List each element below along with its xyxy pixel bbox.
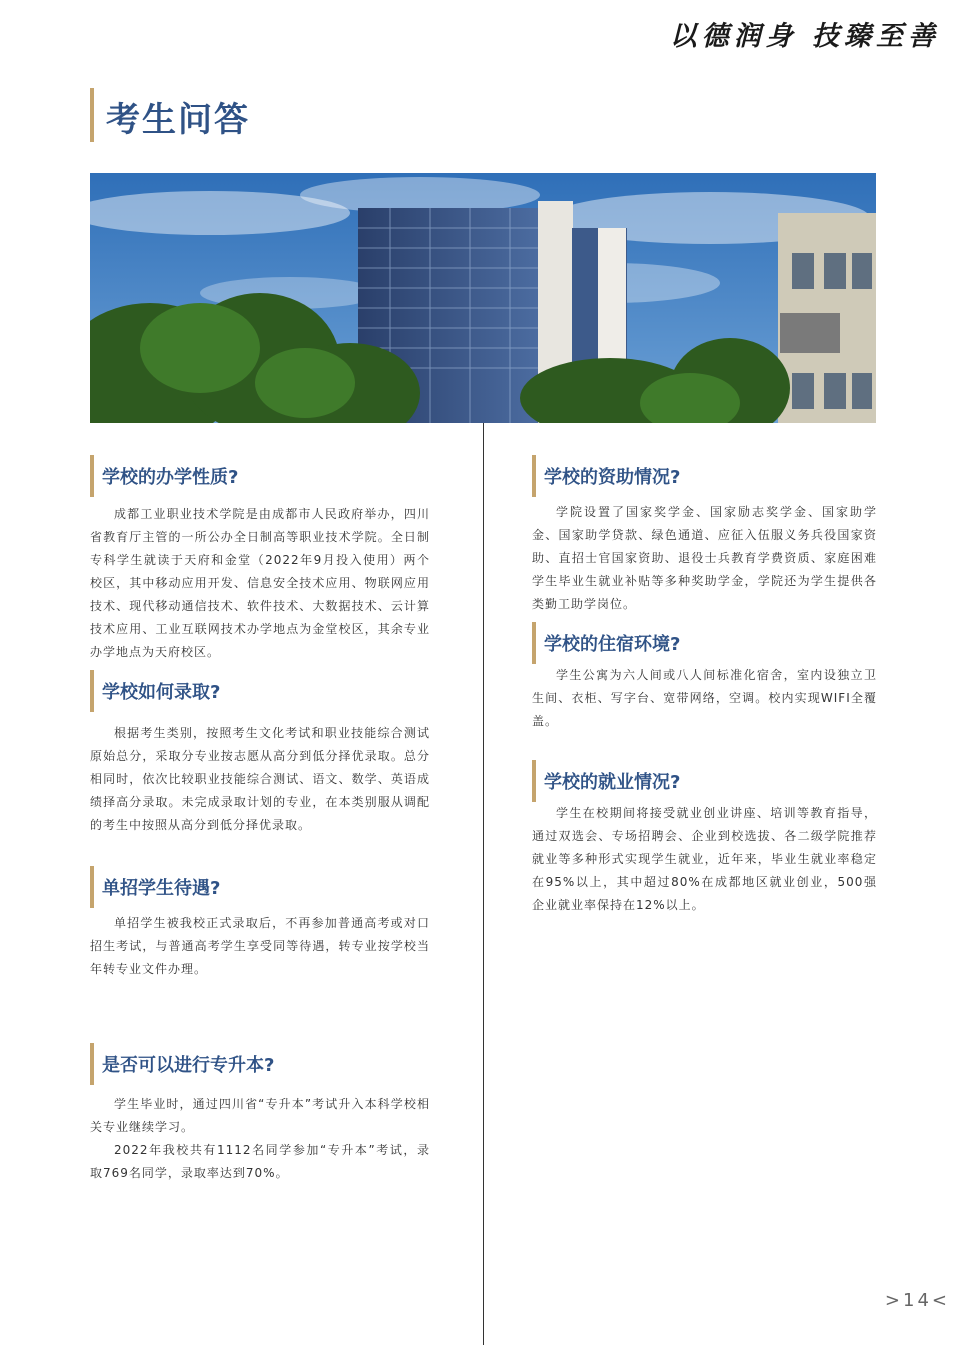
heading-accent-bar [532, 455, 536, 497]
section-title: 学校如何录取? [102, 682, 221, 703]
section-title: 学校的住宿环境? [544, 634, 681, 655]
heading-accent-bar [90, 455, 94, 497]
section-paragraph: 根据考生类别，按照考生文化考试和职业技能综合测试原始总分，采取分专业按志愿从高分到低分择优录取。总分相同时，依次比较职业技能综合测试、语文、数学、英语成绩择高分录取。未完成录取计划的专业，在本类别服从调配的考生中按照从高分到低分择优录取。 [90, 726, 430, 832]
section-heading [90, 670, 430, 712]
campus-building-photo [90, 173, 876, 423]
section-heading [532, 455, 877, 497]
heading-accent-bar [90, 866, 94, 908]
section-paragraph: 学生公寓为六人间或八人间标准化宿舍，室内设独立卫生间、衣柜、写字台、宽带网络，空调。校内实现WIFI全覆盖。 [532, 668, 877, 728]
section-title: 学校的资助情况? [544, 467, 681, 488]
section-heading [532, 622, 877, 664]
section-heading [90, 455, 430, 497]
page-number: >14< [884, 1290, 950, 1311]
section-paragraph: 学院设置了国家奖学金、国家励志奖学金、国家助学金、国家助学贷款、绿色通道、应征入伍服义务兵役国家资助、直招士官国家资助、退役士兵教育学费资质、家庭困难学生毕业生就业补贴等多种奖助学金，学院还为学生提供各类勤工助学岗位。 [532, 505, 877, 611]
section-paragraph: 学生在校期间将接受就业创业讲座、培训等教育指导，通过双选会、专场招聘会、企业到校选拔、各二级学院推荐就业等多种形式实现学生就业，近年来，毕业生就业率稳定在95%以上，其中超过80%在成都地区就业创业，500强企业就业率保持在12%以上。 [532, 806, 877, 912]
heading-accent-bar [90, 670, 94, 712]
section-heading [532, 760, 877, 802]
section-title: 单招学生待遇? [102, 878, 221, 899]
section-aid [532, 455, 877, 616]
section-nature [90, 455, 430, 664]
heading-accent-bar [532, 622, 536, 664]
section-paragraph: 成都工业职业技术学院是由成都市人民政府举办，四川省教育厅主管的一所公办全日制高等职业技术学院。全日制专科学生就读于天府和金堂（2022年9月投入使用）两个校区，其中移动应用开发、信息安全技术应用、物联网应用技术、现代移动通信技术、软件技术、大数据技术、云计算技术应用、工业互联网技术办学地点为金堂校区，其余专业办学地点为天府校区。 [90, 507, 430, 659]
section-accommodation [532, 622, 877, 733]
heading-accent-bar [532, 760, 536, 802]
campus-photo-illustration [90, 173, 876, 423]
section-treatment [90, 866, 430, 981]
section-paragraph: 2022年我校共有1112名同学参加“专升本”考试，录取769名同学，录取率达到70%。 [90, 1143, 430, 1180]
section-heading [90, 1043, 430, 1085]
title-accent-bar [90, 88, 94, 142]
column-divider [483, 423, 484, 1345]
page-title: 考生问答 [106, 100, 250, 140]
section-employment [532, 760, 877, 917]
section-heading [90, 866, 430, 908]
section-admission [90, 670, 430, 837]
section-title: 学校的办学性质? [102, 467, 239, 488]
section-paragraph: 单招学生被我校正式录取后，不再参加普通高考或对口招生考试，与普通高考学生享受同等待遇，转专业按学校当年转专业文件办理。 [90, 916, 430, 976]
section-title: 学校的就业情况? [544, 772, 681, 793]
heading-accent-bar [90, 1043, 94, 1085]
section-upgrade [90, 1043, 430, 1185]
section-paragraph: 学生毕业时，通过四川省“专升本”考试升入本科学校相关专业继续学习。 [90, 1097, 430, 1134]
section-title: 是否可以进行专升本? [102, 1055, 275, 1076]
header-motto: 以德润身 技臻至善 [669, 21, 940, 52]
